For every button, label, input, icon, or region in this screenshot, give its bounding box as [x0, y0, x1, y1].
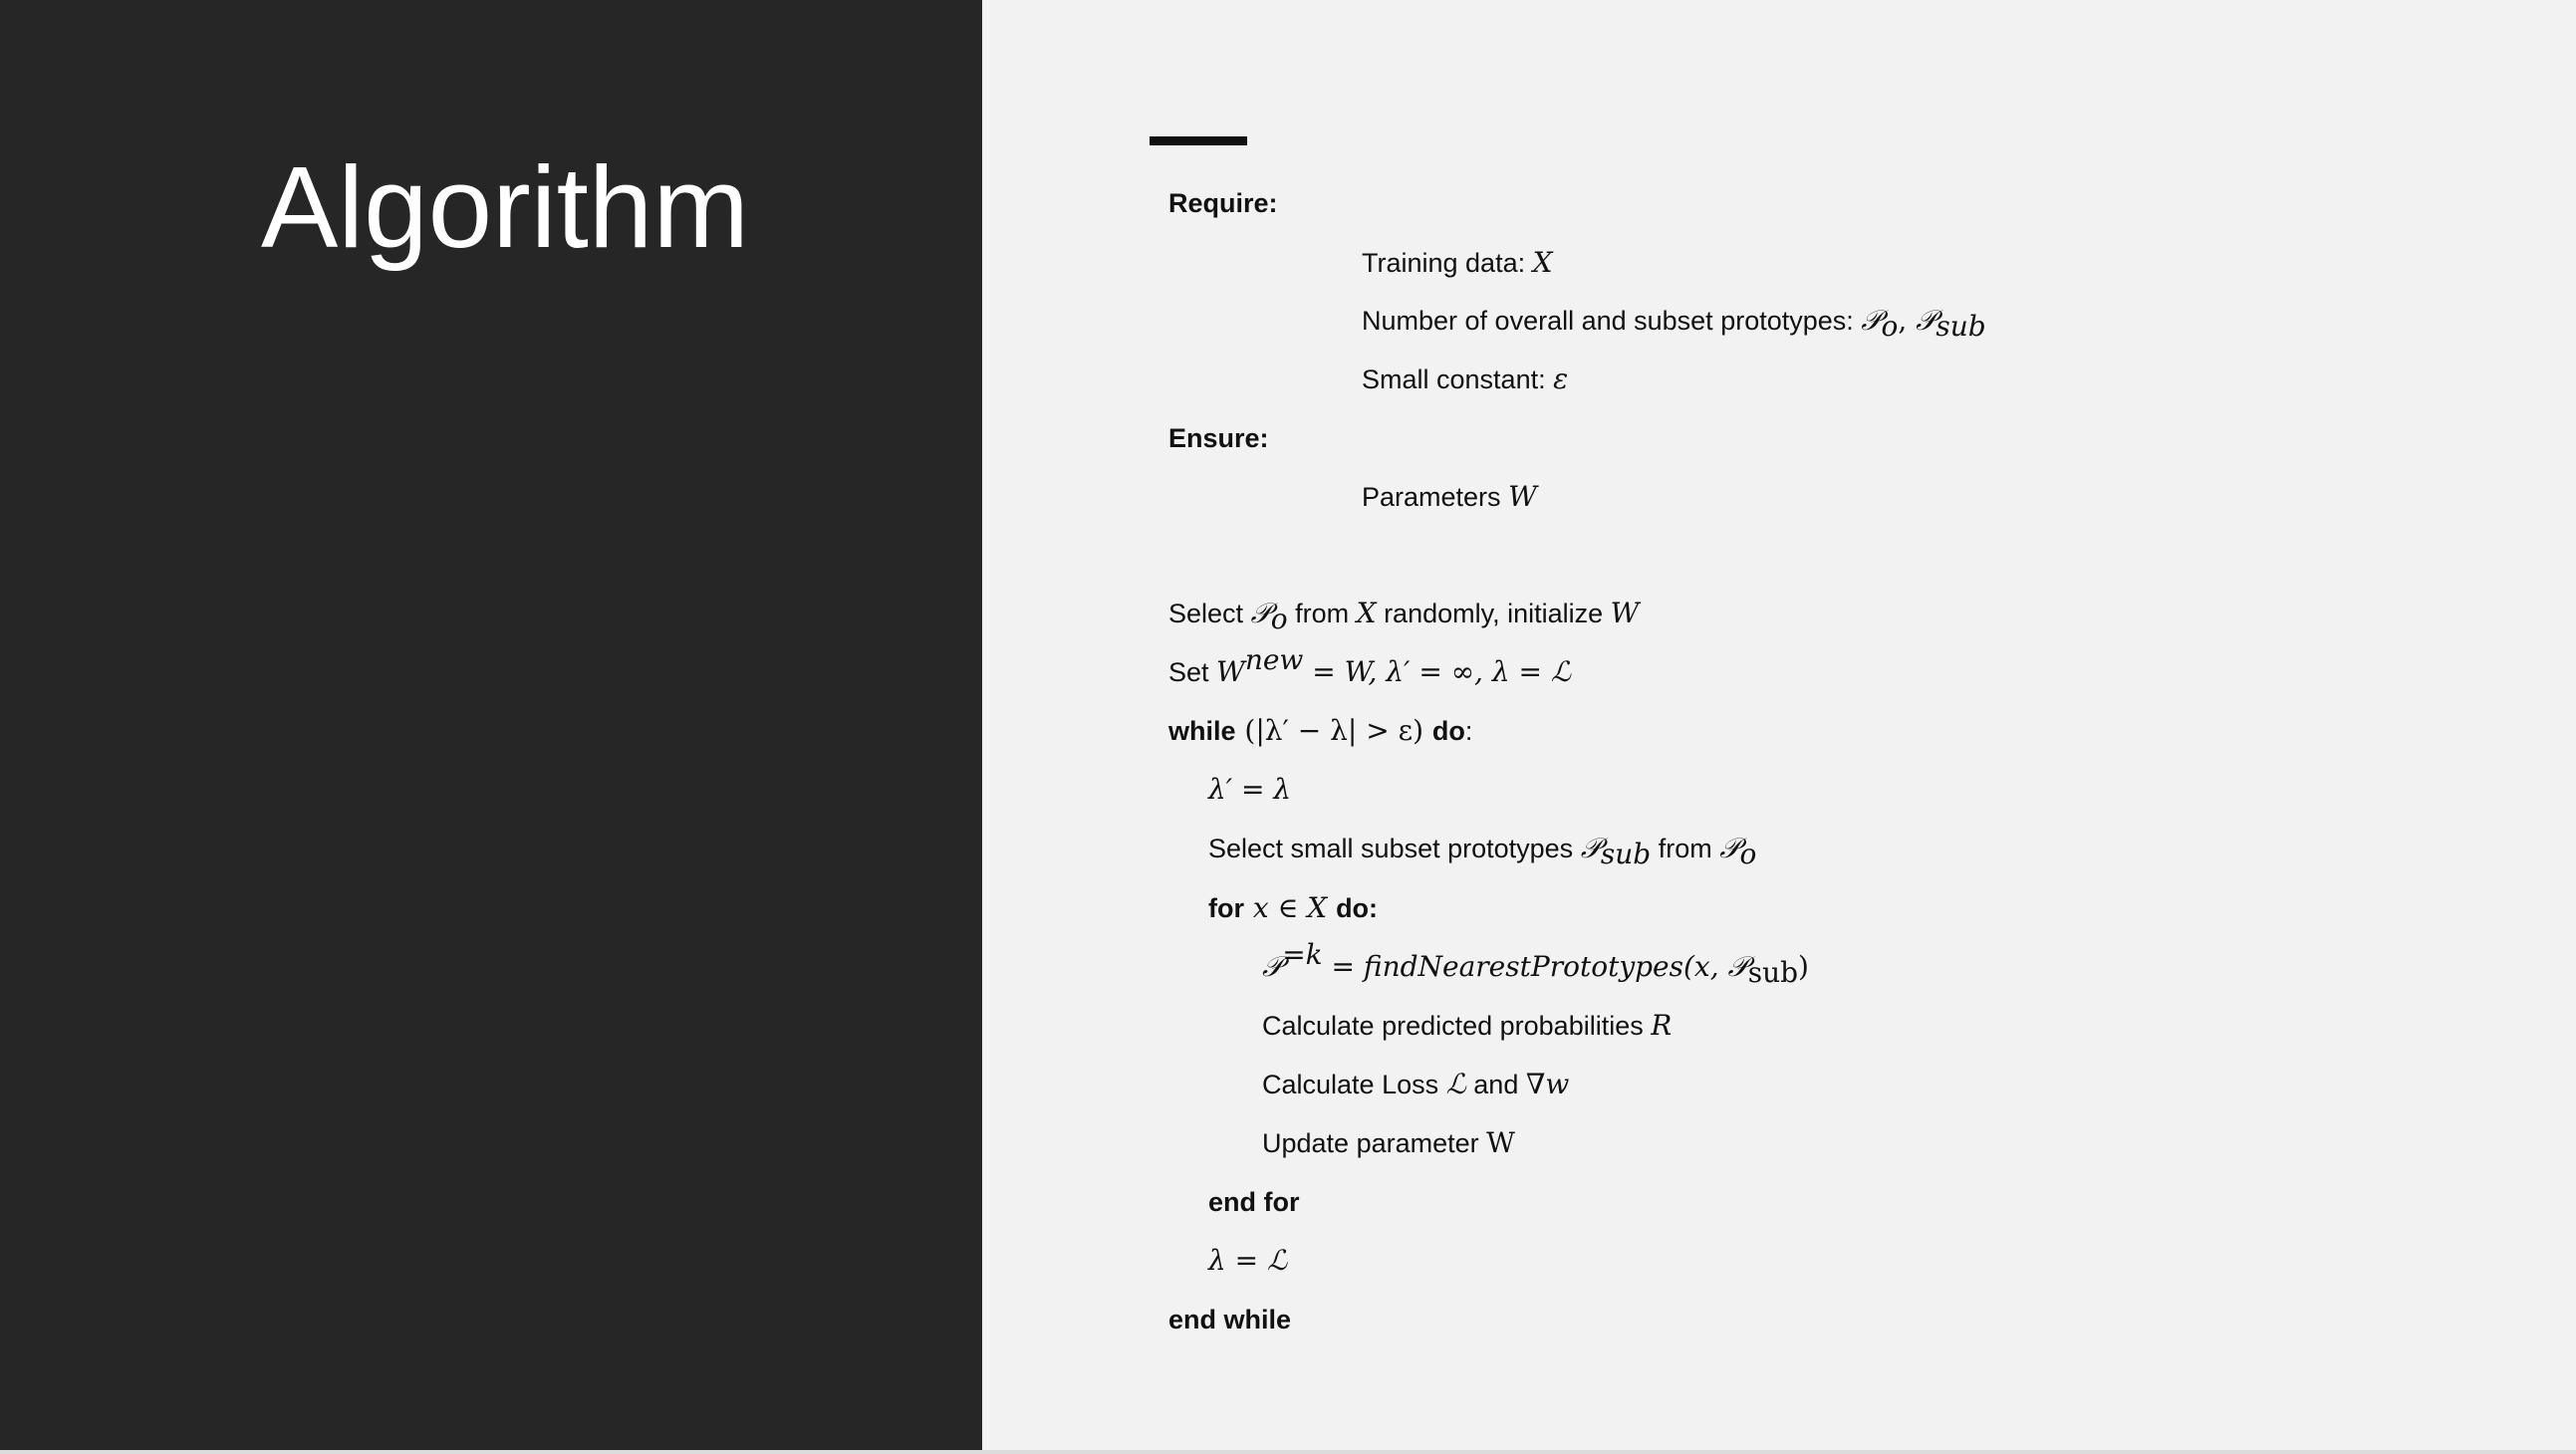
select-po-x: X — [1356, 597, 1377, 629]
find-nearest-sup: =k — [1282, 938, 1323, 971]
select-sub-sub: sub — [1600, 838, 1652, 870]
find-nearest-p: 𝒫 — [1262, 950, 1283, 983]
epsilon-symbol: ε — [1553, 363, 1569, 395]
while-line — [1168, 711, 1472, 751]
calc-prob-line — [1262, 1006, 1672, 1046]
select-sub-line — [1208, 829, 1756, 868]
find-nearest-close: ) — [1798, 950, 1809, 983]
ensure-label: Ensure: — [1168, 423, 1269, 453]
small-constant-text: Small constant: — [1362, 364, 1554, 394]
separator: , — [1898, 304, 1917, 337]
set-line-t1: Set — [1168, 657, 1217, 687]
select-sub-p: 𝒫 — [1580, 832, 1601, 864]
parameters-text: Parameters — [1362, 482, 1509, 512]
find-nearest-line — [1262, 938, 1809, 989]
find-nearest-p2: 𝒫 — [1727, 950, 1748, 983]
select-po-sub: o — [1270, 603, 1288, 635]
while-condition: (|λ′ − λ| > ε) — [1235, 714, 1432, 747]
calc-prob-text: Calculate predicted probabilities — [1262, 1011, 1652, 1041]
lambda-assign-line: λ = ℒ — [1208, 1244, 1288, 1277]
num-prototypes-text: Number of overall and subset prototypes: — [1362, 306, 1862, 336]
set-line-w: W — [1216, 655, 1245, 688]
p-symbol: 𝒫 — [1861, 304, 1882, 337]
parameters-line — [1362, 477, 1537, 517]
for-do-keyword: do: — [1336, 893, 1379, 923]
left-panel — [0, 0, 982, 1450]
small-constant-line — [1362, 360, 1568, 399]
training-data-text: Training data: — [1362, 248, 1533, 278]
select-po-line — [1168, 594, 1639, 633]
update-param-line — [1262, 1123, 1515, 1163]
p-sub-sub: sub — [1935, 310, 1986, 343]
calc-loss-line — [1262, 1065, 1569, 1104]
while-colon: : — [1464, 716, 1473, 746]
bottom-strip — [0, 1450, 2576, 1454]
select-po-t2: from — [1287, 599, 1357, 628]
for-keyword: for — [1208, 893, 1244, 923]
find-nearest-call: = findNearestPrototypes(x, — [1322, 950, 1728, 983]
while-keyword: while — [1168, 716, 1236, 746]
select-po-t3: randomly, initialize — [1376, 599, 1611, 628]
set-line — [1168, 643, 1572, 692]
calc-loss-t2: and — [1465, 1070, 1526, 1099]
update-param-text: Update parameter — [1262, 1128, 1487, 1158]
select-sub-sub2: o — [1739, 838, 1757, 870]
for-condition: x ∈ X — [1244, 891, 1337, 924]
select-po-t1: Select — [1168, 599, 1251, 628]
select-po-w: W — [1610, 597, 1640, 629]
p-sub-o: o — [1881, 310, 1899, 343]
set-line-sup: new — [1244, 643, 1304, 676]
parameters-math: W — [1508, 480, 1537, 513]
training-data-math: X — [1532, 246, 1553, 279]
end-for-line: end for — [1208, 1187, 1300, 1217]
set-line-rest: = W, λ′ = ∞, λ = ℒ — [1303, 655, 1572, 688]
slide-title: Algorithm — [261, 142, 749, 272]
training-data-line — [1362, 243, 1553, 283]
calc-loss-grad: ∇w — [1525, 1068, 1570, 1100]
do-keyword: do — [1431, 716, 1465, 746]
calc-loss-l: ℒ — [1445, 1068, 1466, 1100]
end-while-line: end while — [1168, 1305, 1292, 1334]
select-sub-t2: from — [1651, 834, 1720, 863]
select-sub-t1: Select small subset prototypes — [1208, 834, 1581, 863]
update-param-math: W — [1486, 1126, 1515, 1159]
lambda-prime-line: λ′ = λ — [1208, 773, 1292, 806]
calc-loss-t1: Calculate Loss — [1262, 1070, 1446, 1099]
select-po-p: 𝒫 — [1250, 597, 1271, 629]
for-line — [1208, 888, 1378, 928]
num-prototypes-line — [1362, 301, 1986, 341]
require-label: Require: — [1168, 188, 1278, 218]
calc-prob-math: R — [1651, 1009, 1673, 1042]
find-nearest-sub: sub — [1747, 956, 1799, 989]
select-sub-p2: 𝒫 — [1719, 832, 1740, 864]
p-symbol-2: 𝒫 — [1916, 304, 1936, 337]
accent-bar — [1150, 136, 1247, 145]
